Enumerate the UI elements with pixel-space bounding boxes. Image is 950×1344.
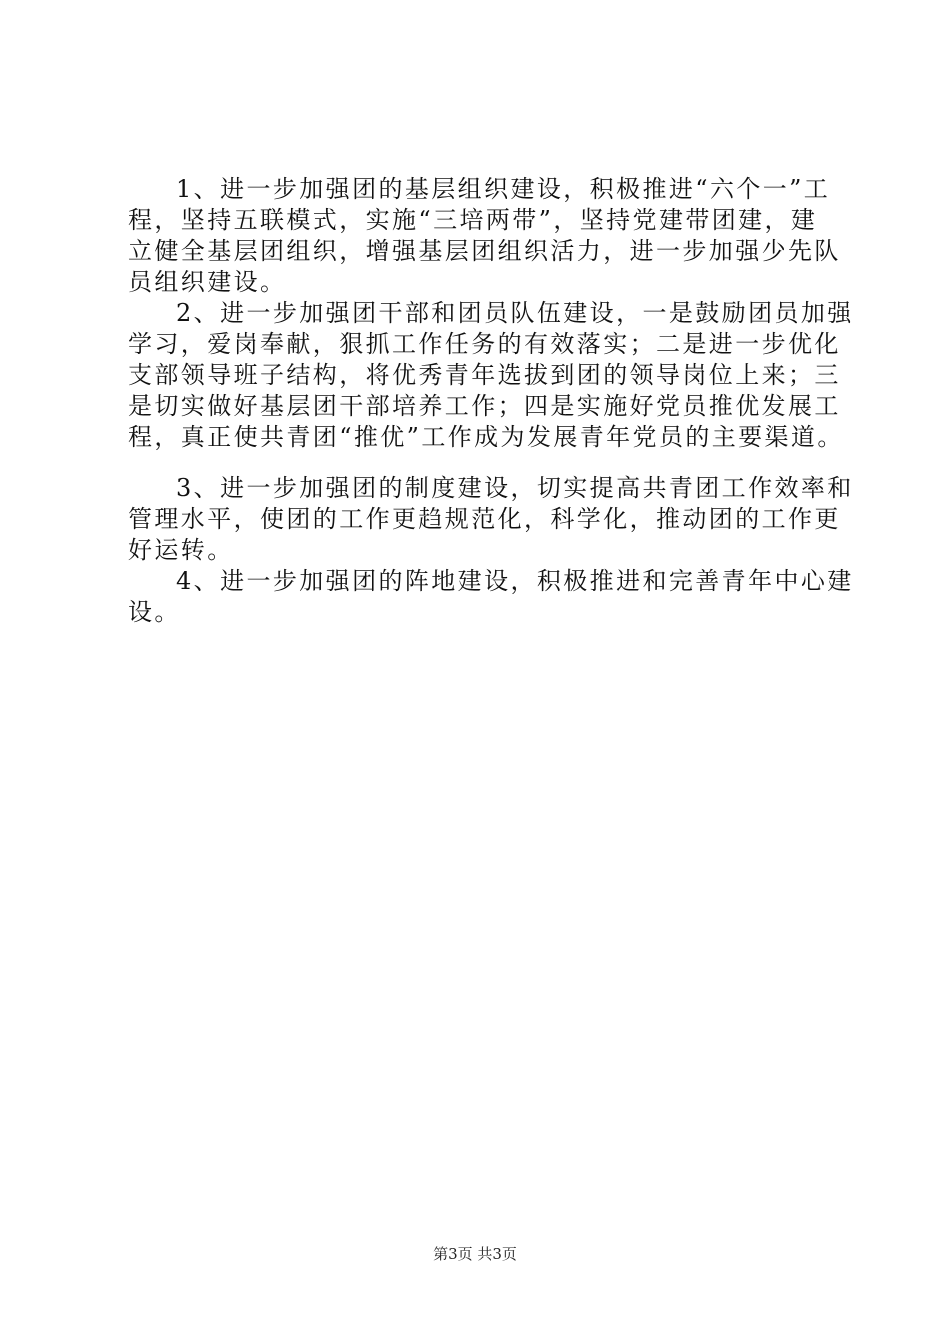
paragraph-3: [128, 473, 854, 566]
paragraph-line: 支部领导班子结构，将优秀青年选拔到团的领导岗位上来；三: [128, 361, 841, 389]
paragraph-line: 学习，爱岗奉献，狠抓工作任务的有效落实；二是进一步优化: [128, 330, 841, 358]
paragraph-line: 程，坚持五联模式，实施“三培两带”，坚持党建带团建，建: [128, 206, 818, 234]
paragraph-line: 管理水平，使团的工作更趋规范化，科学化，推动团的工作更: [128, 505, 841, 533]
paragraph-line: 设。: [128, 598, 181, 626]
paragraph-line: 程，真正使共青团“推优”工作成为发展青年党员的主要渠道。: [128, 423, 844, 451]
paragraph-4: [128, 566, 854, 628]
paragraph-spacer: [128, 453, 848, 473]
page-number-footer: 第3页 共3页: [433, 1245, 517, 1263]
paragraph-line: 2、进一步加强团干部和团员队伍建设，一是鼓励团员加强: [176, 299, 854, 327]
paragraph-1: [128, 174, 848, 298]
paragraph-line: 是切实做好基层团干部培养工作；四是实施好党员推优发展工: [128, 392, 841, 420]
paragraph-2: [128, 298, 854, 453]
paragraph-line: 1、进一步加强团的基层组织建设，积极推进“六个一”工: [176, 175, 831, 203]
paragraph-line: 员组织建设。: [128, 268, 287, 296]
paragraph-line: 好运转。: [128, 536, 234, 564]
paragraph-line: 3、进一步加强团的制度建设，切实提高共青团工作效率和: [176, 474, 854, 502]
paragraph-line: 立健全基层团组织，增强基层团组织活力，进一步加强少先队: [128, 237, 841, 265]
document-body: [128, 174, 854, 628]
paragraph-line: 4、进一步加强团的阵地建设，积极推进和完善青年中心建: [176, 567, 854, 595]
